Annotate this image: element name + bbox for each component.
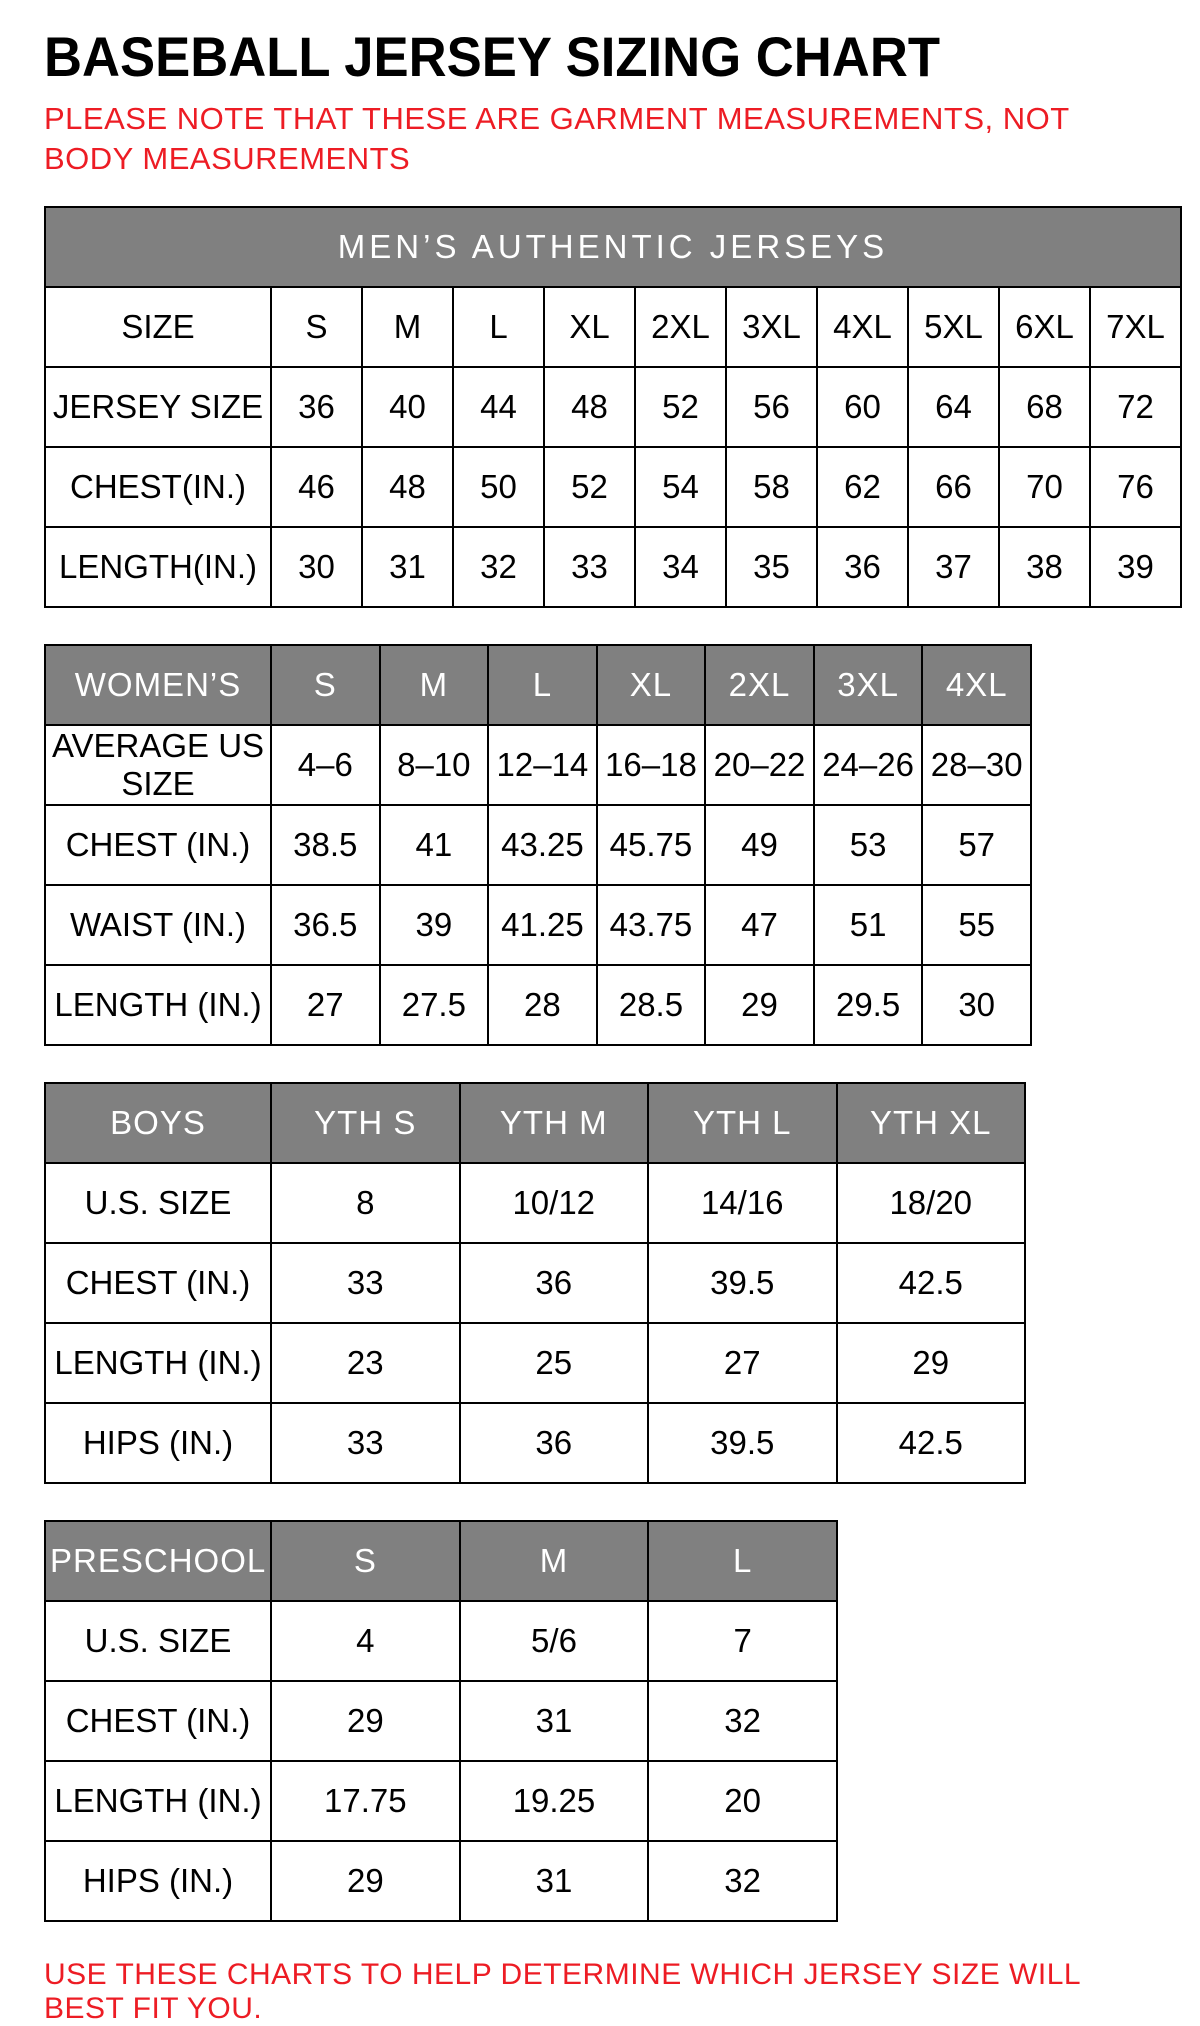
table-cell: 14/16 xyxy=(648,1163,837,1243)
table-row xyxy=(45,805,1031,885)
table-cell: 29 xyxy=(271,1841,460,1921)
table-cell: 3XL xyxy=(814,645,923,725)
row-label: SIZE xyxy=(45,287,271,367)
row-label: U.S. SIZE xyxy=(45,1163,271,1243)
table-cell: 36 xyxy=(817,527,908,607)
womens-size-table xyxy=(44,644,1032,1046)
table-cell: S xyxy=(271,1521,460,1601)
table-cell: 47 xyxy=(705,885,814,965)
table-cell: 27.5 xyxy=(380,965,489,1045)
table-cell: 17.75 xyxy=(271,1761,460,1841)
row-label: JERSEY SIZE xyxy=(45,367,271,447)
table-cell: 40 xyxy=(362,367,453,447)
table-cell: M xyxy=(362,287,453,367)
table-cell: 20 xyxy=(648,1761,837,1841)
page-title: BASEBALL JERSEY SIZING CHART xyxy=(44,25,940,88)
table-cell: 39.5 xyxy=(648,1403,837,1483)
table-cell: 30 xyxy=(271,527,362,607)
table-cell: XL xyxy=(597,645,706,725)
row-label: LENGTH (IN.) xyxy=(45,1761,271,1841)
table-cell: 2XL xyxy=(705,645,814,725)
table-cell: 42.5 xyxy=(837,1243,1026,1323)
table-cell: 4XL xyxy=(922,645,1031,725)
table-cell: YTH L xyxy=(648,1083,837,1163)
table-cell: 53 xyxy=(814,805,923,885)
table-cell: 31 xyxy=(460,1841,649,1921)
table-cell: 16–18 xyxy=(597,725,706,805)
table-cell: 42.5 xyxy=(837,1403,1026,1483)
table-cell: M xyxy=(380,645,489,725)
table-cell: 36.5 xyxy=(271,885,380,965)
table-cell: 39 xyxy=(380,885,489,965)
table-cell: 54 xyxy=(635,447,726,527)
table-row xyxy=(45,287,1181,367)
table-cell: 28–30 xyxy=(922,725,1031,805)
table-cell: 46 xyxy=(271,447,362,527)
table-cell: 58 xyxy=(726,447,817,527)
table-row xyxy=(45,1403,1025,1483)
row-label: HIPS (IN.) xyxy=(45,1841,271,1921)
table-cell: 60 xyxy=(817,367,908,447)
row-label: CHEST (IN.) xyxy=(45,1243,271,1323)
table-cell: 23 xyxy=(271,1323,460,1403)
table-cell: 55 xyxy=(922,885,1031,965)
table-cell: 20–22 xyxy=(705,725,814,805)
table-cell: 52 xyxy=(635,367,726,447)
table-row xyxy=(45,527,1181,607)
table-cell: 48 xyxy=(544,367,635,447)
table-cell: 27 xyxy=(271,965,380,1045)
table-cell: L xyxy=(488,645,597,725)
table-cell: 48 xyxy=(362,447,453,527)
row-label: WOMEN’S xyxy=(45,645,271,725)
table-cell: 4XL xyxy=(817,287,908,367)
boys-size-table xyxy=(44,1082,1026,1484)
mens-banner-row xyxy=(45,207,1181,287)
table-cell: 4 xyxy=(271,1601,460,1681)
row-label: CHEST (IN.) xyxy=(45,805,271,885)
table-cell: S xyxy=(271,287,362,367)
table-cell: 33 xyxy=(271,1403,460,1483)
table-row xyxy=(45,1083,1025,1163)
table-cell: 29 xyxy=(271,1681,460,1761)
table-cell: 31 xyxy=(460,1681,649,1761)
table-row xyxy=(45,1243,1025,1323)
table-cell: S xyxy=(271,645,380,725)
row-label: LENGTH(IN.) xyxy=(45,527,271,607)
table-cell: 70 xyxy=(999,447,1090,527)
table-cell: 3XL xyxy=(726,287,817,367)
table-cell: YTH XL xyxy=(837,1083,1026,1163)
table-cell: 57 xyxy=(922,805,1031,885)
table-cell: 72 xyxy=(1090,367,1181,447)
table-cell: 33 xyxy=(544,527,635,607)
row-label: LENGTH (IN.) xyxy=(45,1323,271,1403)
page-footer: USE THESE CHARTS TO HELP DETERMINE WHICH JERSEY SIZE WILL BEST FIT YOU. xyxy=(44,1958,1080,2026)
table-cell: 51 xyxy=(814,885,923,965)
row-label: CHEST (IN.) xyxy=(45,1681,271,1761)
table-row xyxy=(45,645,1031,725)
table-row xyxy=(45,1163,1025,1243)
table-cell: 35 xyxy=(726,527,817,607)
table-cell: 39.5 xyxy=(648,1243,837,1323)
table-cell: 32 xyxy=(648,1841,837,1921)
mens-size-table xyxy=(44,206,1182,608)
table-cell: 68 xyxy=(999,367,1090,447)
table-cell: 41.25 xyxy=(488,885,597,965)
table-cell: 36 xyxy=(460,1403,649,1483)
table-cell: 38.5 xyxy=(271,805,380,885)
table-cell: 2XL xyxy=(635,287,726,367)
table-row xyxy=(45,965,1031,1045)
table-cell: 56 xyxy=(726,367,817,447)
table-cell: XL xyxy=(544,287,635,367)
table-cell: M xyxy=(460,1521,649,1601)
table-cell: 37 xyxy=(908,527,999,607)
table-cell: 52 xyxy=(544,447,635,527)
table-cell: 49 xyxy=(705,805,814,885)
table-cell: 44 xyxy=(453,367,544,447)
table-cell: 8 xyxy=(271,1163,460,1243)
table-cell: 28 xyxy=(488,965,597,1045)
table-cell: 39 xyxy=(1090,527,1181,607)
table-cell: 76 xyxy=(1090,447,1181,527)
row-label: WAIST (IN.) xyxy=(45,885,271,965)
garment-measurements-note: PLEASE NOTE THAT THESE ARE GARMENT MEASUREMENTS, NOT BODY MEASUREMENTS xyxy=(44,101,1070,176)
table-cell: 50 xyxy=(453,447,544,527)
table-row xyxy=(45,885,1031,965)
table-cell: 66 xyxy=(908,447,999,527)
table-cell: 32 xyxy=(648,1681,837,1761)
table-row xyxy=(45,725,1031,805)
table-cell: 31 xyxy=(362,527,453,607)
table-cell: 7XL xyxy=(1090,287,1181,367)
table-cell: 41 xyxy=(380,805,489,885)
table-row xyxy=(45,447,1181,527)
table-cell: 43.75 xyxy=(597,885,706,965)
table-cell: 7 xyxy=(648,1601,837,1681)
table-row xyxy=(45,367,1181,447)
table-cell: 62 xyxy=(817,447,908,527)
table-cell: 32 xyxy=(453,527,544,607)
row-label: AVERAGE US SIZE xyxy=(45,725,271,805)
table-cell: 29 xyxy=(705,965,814,1045)
preschool-size-table xyxy=(44,1520,838,1922)
table-cell: 64 xyxy=(908,367,999,447)
table-cell: 27 xyxy=(648,1323,837,1403)
table-cell: 18/20 xyxy=(837,1163,1026,1243)
table-cell: 8–10 xyxy=(380,725,489,805)
table-cell: 43.25 xyxy=(488,805,597,885)
table-cell: 10/12 xyxy=(460,1163,649,1243)
table-row xyxy=(45,1601,837,1681)
table-cell: 36 xyxy=(271,367,362,447)
table-row xyxy=(45,1841,837,1921)
table-cell: L xyxy=(453,287,544,367)
row-label: HIPS (IN.) xyxy=(45,1403,271,1483)
table-cell: 5XL xyxy=(908,287,999,367)
table-cell: L xyxy=(648,1521,837,1601)
table-cell: 29.5 xyxy=(814,965,923,1045)
table-cell: 33 xyxy=(271,1243,460,1323)
row-label: LENGTH (IN.) xyxy=(45,965,271,1045)
table-cell: 29 xyxy=(837,1323,1026,1403)
table-row xyxy=(45,1521,837,1601)
row-label: PRESCHOOL xyxy=(45,1521,271,1601)
table-cell: YTH M xyxy=(460,1083,649,1163)
table-row xyxy=(45,1681,837,1761)
mens-banner: MEN’S AUTHENTIC JERSEYS xyxy=(45,207,1181,287)
table-cell: 36 xyxy=(460,1243,649,1323)
row-label: BOYS xyxy=(45,1083,271,1163)
table-cell: 45.75 xyxy=(597,805,706,885)
row-label: U.S. SIZE xyxy=(45,1601,271,1681)
table-cell: YTH S xyxy=(271,1083,460,1163)
table-cell: 12–14 xyxy=(488,725,597,805)
table-cell: 28.5 xyxy=(597,965,706,1045)
row-label: CHEST(IN.) xyxy=(45,447,271,527)
table-cell: 19.25 xyxy=(460,1761,649,1841)
table-cell: 30 xyxy=(922,965,1031,1045)
table-cell: 38 xyxy=(999,527,1090,607)
table-cell: 24–26 xyxy=(814,725,923,805)
table-row xyxy=(45,1323,1025,1403)
table-row xyxy=(45,1761,837,1841)
table-cell: 34 xyxy=(635,527,726,607)
table-cell: 5/6 xyxy=(460,1601,649,1681)
table-cell: 6XL xyxy=(999,287,1090,367)
table-cell: 25 xyxy=(460,1323,649,1403)
table-cell: 4–6 xyxy=(271,725,380,805)
tables-container xyxy=(44,206,1165,1922)
